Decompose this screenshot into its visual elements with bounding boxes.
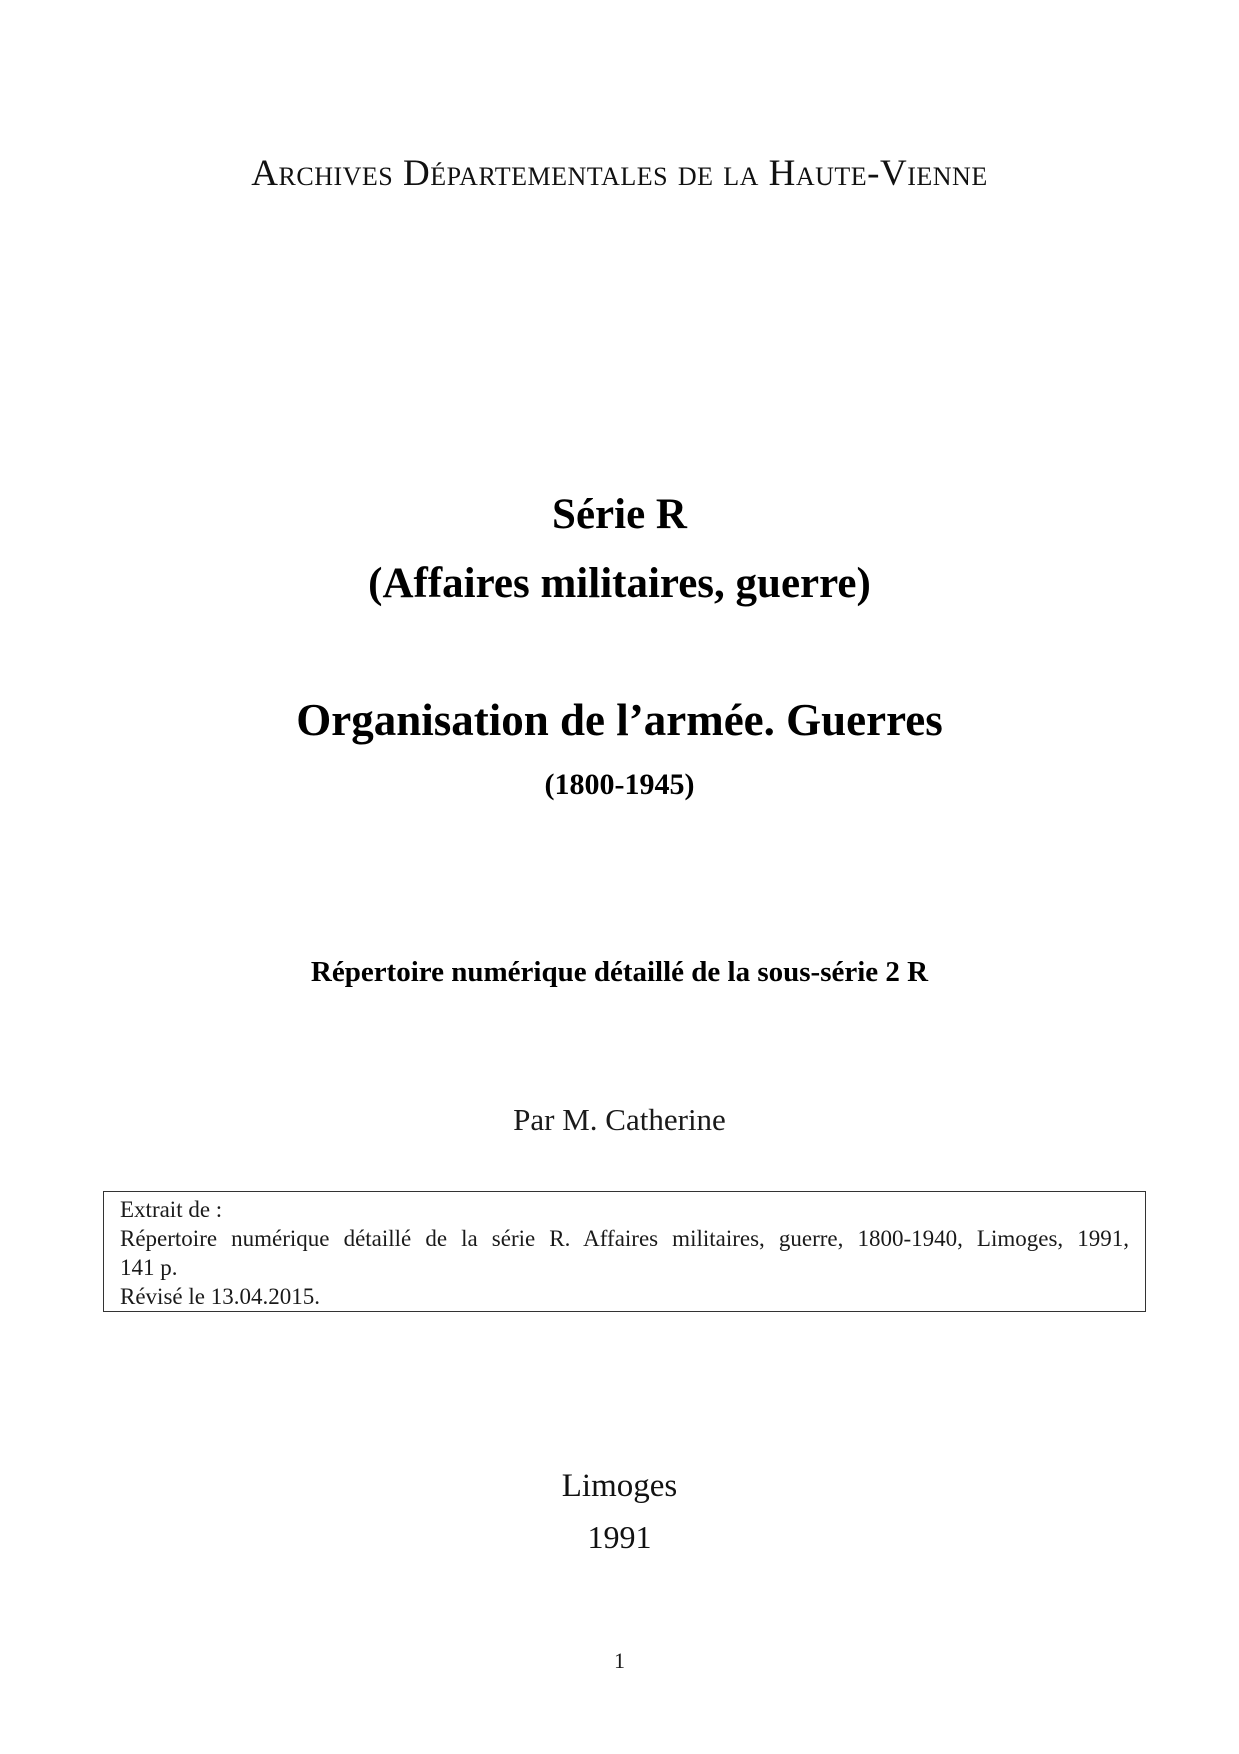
- publication-year: 1991: [587, 1519, 652, 1555]
- page-number: 1: [614, 1648, 625, 1673]
- date-range: (1800-1945): [544, 768, 695, 801]
- extract-box: [103, 1191, 1146, 1312]
- series-subtitle: (Affaires militaires, guerre): [368, 560, 871, 607]
- extract-pages: 141 p.: [120, 1255, 178, 1280]
- series-title: Série R: [552, 491, 687, 538]
- extract-intro: Extrait de :: [120, 1197, 223, 1222]
- extract-revision: Révisé le 13.04.2015.: [120, 1284, 320, 1309]
- publication-place: Limoges: [561, 1468, 678, 1504]
- main-title: Organisation de l’armée. Guerres: [296, 695, 943, 745]
- repertoire-title: Répertoire numérique détaillé de la sous-série 2 R: [310, 956, 929, 988]
- archive-name-header: Archives Départementales de la Haute-Vienne: [251, 153, 988, 194]
- author-line: Par M. Catherine: [513, 1102, 726, 1137]
- extract-reference: Répertoire numérique détaillé de la série R. Affaires militaires, guerre, 1800-1940, Limoges, 1991,: [120, 1226, 1129, 1251]
